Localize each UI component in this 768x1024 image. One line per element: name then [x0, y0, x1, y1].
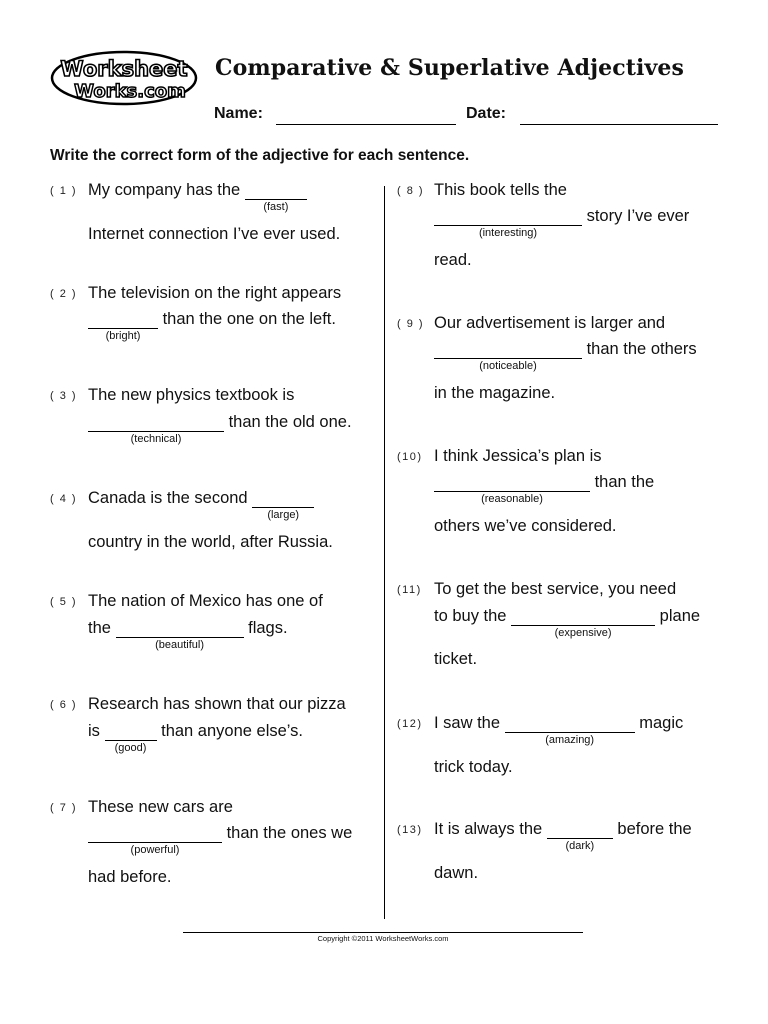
question-text: The television on the right appears: [88, 284, 342, 302]
adjective-hint: (bright): [105, 330, 141, 342]
question-text: story I’ve ever: [586, 207, 690, 225]
question-text: than anyone else’s.: [161, 722, 303, 740]
question-text: than the one on the left.: [162, 310, 336, 328]
question-11-line2: [434, 607, 701, 639]
question-text: I think Jessica’s plan is: [434, 447, 602, 465]
question-3-line2: [88, 413, 352, 445]
question-number: ( 3 ): [50, 390, 78, 402]
answer-blank[interactable]: [88, 824, 222, 856]
question-2-line2: [88, 310, 336, 342]
adjective-hint: (noticeable): [479, 360, 537, 372]
question-number: (13): [397, 824, 423, 836]
question-text: The nation of Mexico has one of: [88, 592, 323, 610]
question-1-line1: [88, 181, 307, 213]
question-text: ticket.: [434, 650, 478, 668]
question-text: It is always the: [434, 820, 543, 838]
question-text: These new cars are: [88, 798, 233, 816]
question-number: ( 6 ): [50, 699, 78, 711]
page-title: Comparative & Superlative Adjectives: [215, 55, 684, 81]
date-field[interactable]: [520, 124, 718, 125]
answer-blank[interactable]: [434, 473, 590, 505]
question-text: before the: [617, 820, 692, 838]
adjective-hint: (powerful): [130, 844, 180, 856]
question-text: country in the world, after Russia.: [88, 533, 333, 551]
answer-blank[interactable]: [116, 619, 244, 651]
adjective-hint: (expensive): [554, 627, 612, 639]
question-text: Canada is the second: [88, 489, 248, 507]
adjective-hint: (beautiful): [155, 639, 204, 651]
question-text: is: [88, 722, 100, 740]
question-number: (11): [397, 584, 422, 596]
question-text: Our advertisement is larger and: [434, 314, 666, 332]
answer-blank[interactable]: [505, 714, 635, 746]
question-text: than the: [594, 473, 655, 491]
adjective-hint: (fast): [263, 201, 289, 213]
footer-rule: [183, 932, 583, 933]
question-number: ( 5 ): [50, 596, 78, 608]
question-text: I saw the: [434, 714, 501, 732]
question-text: than the old one.: [228, 413, 352, 431]
answer-blank[interactable]: [434, 207, 582, 239]
question-text: Internet connection I’ve ever used.: [88, 225, 341, 243]
question-12-line1: [434, 714, 684, 746]
adjective-hint: (interesting): [478, 227, 538, 239]
adjective-hint: (technical): [130, 433, 182, 445]
question-number: (12): [397, 718, 423, 730]
question-text: than the others: [586, 340, 697, 358]
answer-blank[interactable]: [245, 181, 307, 213]
question-9-line2: [434, 340, 697, 372]
question-number: ( 9 ): [397, 318, 425, 330]
adjective-hint: (amazing): [545, 734, 595, 746]
question-text: the: [88, 619, 111, 637]
question-text: plane: [659, 607, 701, 625]
adjective-hint: (dark): [565, 840, 595, 852]
question-text: My company has the: [88, 181, 241, 199]
question-number: ( 4 ): [50, 493, 78, 505]
question-number: ( 7 ): [50, 802, 78, 814]
question-4-line1: [88, 489, 314, 521]
answer-blank[interactable]: [88, 413, 224, 445]
logo-text-top: Worksheet: [60, 57, 188, 81]
question-text: others we’ve considered.: [434, 517, 617, 535]
question-text: in the magazine.: [434, 384, 556, 402]
adjective-hint: (good): [114, 742, 147, 754]
question-number: (10): [397, 451, 423, 463]
question-5-line2: [88, 619, 288, 651]
name-label: Name:: [214, 105, 263, 122]
name-field[interactable]: [276, 124, 456, 125]
question-number: ( 2 ): [50, 288, 78, 300]
worksheetworks-logo: [50, 50, 198, 106]
question-text: than the ones we: [226, 824, 353, 842]
question-text: read.: [434, 251, 472, 269]
question-number: ( 1 ): [50, 185, 78, 197]
answer-blank[interactable]: [511, 607, 655, 639]
question-text: trick today.: [434, 758, 513, 776]
question-text: To get the best service, you need: [434, 580, 677, 598]
question-6-line2: [88, 722, 303, 754]
question-text: to buy the: [434, 607, 507, 625]
answer-blank[interactable]: [434, 340, 582, 372]
answer-blank[interactable]: [105, 722, 157, 754]
question-text: had before.: [88, 868, 172, 886]
copyright: Copyright ©2011 WorksheetWorks.com: [317, 934, 449, 943]
question-number: ( 8 ): [397, 185, 425, 197]
question-text: This book tells the: [434, 181, 567, 199]
question-13-line1: [434, 820, 692, 852]
question-text: The new physics textbook is: [88, 386, 295, 404]
adjective-hint: (reasonable): [481, 493, 543, 505]
question-text: magic: [639, 714, 684, 732]
answer-blank[interactable]: [252, 489, 314, 521]
column-divider: [384, 186, 385, 919]
question-text: flags.: [248, 619, 288, 637]
answer-blank[interactable]: [547, 820, 613, 852]
question-text: dawn.: [434, 864, 479, 882]
answer-blank[interactable]: [88, 310, 158, 342]
logo-text-bottom: Works.com: [74, 81, 186, 102]
question-text: Research has shown that our pizza: [88, 695, 346, 713]
question-10-line2: [434, 473, 655, 505]
question-8-line2: [434, 207, 690, 239]
instructions: Write the correct form of the adjective for each sentence.: [50, 147, 470, 164]
question-7-line2: [88, 824, 353, 856]
adjective-hint: (large): [267, 509, 300, 521]
date-label: Date:: [466, 105, 507, 122]
